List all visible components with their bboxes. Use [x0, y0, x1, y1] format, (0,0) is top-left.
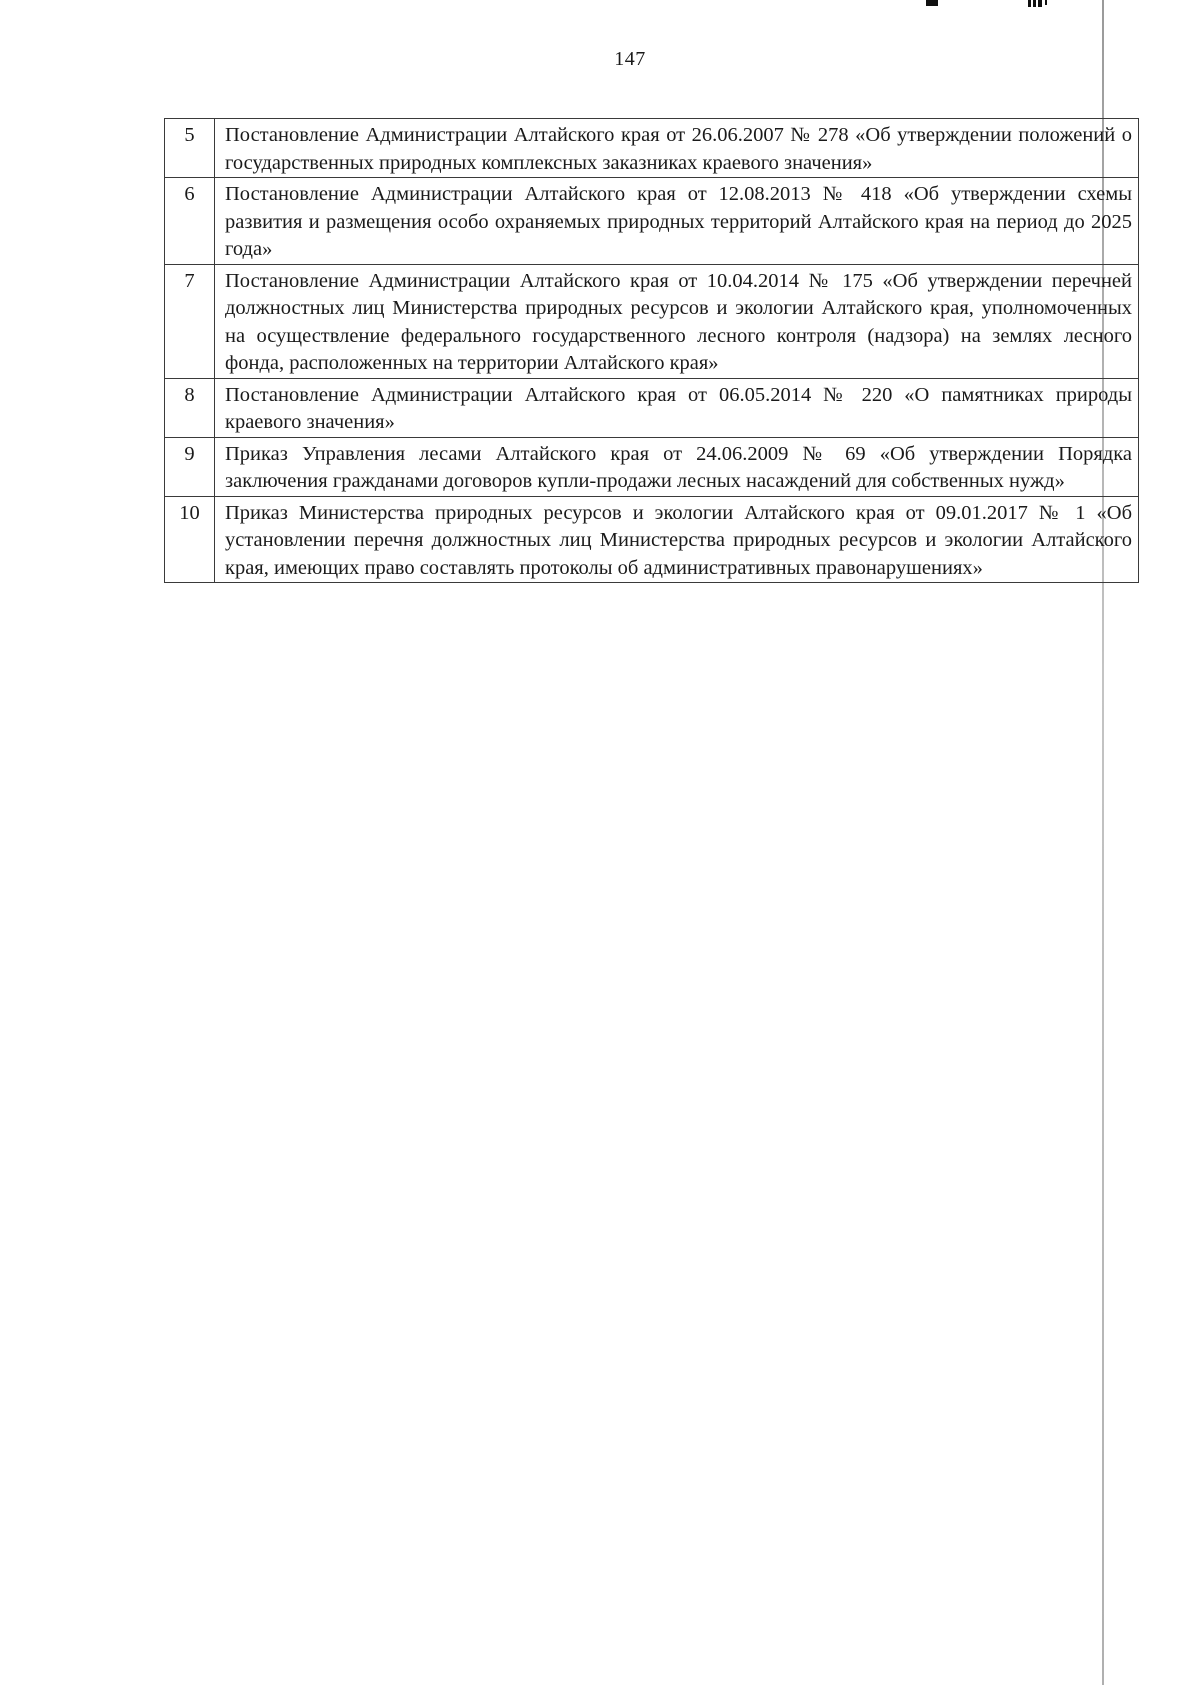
table-row [165, 378, 1139, 437]
row-number: 5 [165, 119, 215, 178]
table-row [165, 496, 1139, 583]
scan-artifact-mark [1033, 0, 1036, 7]
row-text: Постановление Администрации Алтайского края от 12.08.2013 № 418 «Об утверждении схемы развития и размещения особо охраняемых природных территорий Алтайского края на период до 2025 года» [215, 178, 1139, 265]
row-number: 9 [165, 437, 215, 496]
row-text: Постановление Администрации Алтайского края от 06.05.2014 № 220 «О памятниках природы краевого значения» [215, 378, 1139, 437]
table-row [165, 178, 1139, 265]
page-number: 147 [614, 48, 646, 70]
row-number: 8 [165, 378, 215, 437]
table-row [165, 119, 1139, 178]
scan-artifact-mark [1038, 0, 1042, 7]
scan-artifact-mark [1045, 0, 1047, 5]
row-text: Постановление Администрации Алтайского края от 26.06.2007 № 278 «Об утверждении положений о государственных природных комплексных заказниках краевого значения» [215, 119, 1139, 178]
document-table [164, 118, 1139, 583]
table-row [165, 437, 1139, 496]
row-text: Постановление Администрации Алтайского края от 10.04.2014 № 175 «Об утверждении перечней должностных лиц Министерства природных ресурсов и экологии Алтайского края, уполномоченных на осуществление федерального государственного лесного контроля (надзора) на землях лесного фонда, расположенных на территории Алтайского края» [215, 264, 1139, 378]
row-text: Приказ Управления лесами Алтайского края от 24.06.2009 № 69 «Об утверждении Порядка заключения гражданами договоров купли-продажи лесных насаждений для собственных нужд» [215, 437, 1139, 496]
row-number: 7 [165, 264, 215, 378]
scan-artifact-mark [926, 0, 938, 6]
scan-artifact-mark [1028, 0, 1031, 7]
row-number: 6 [165, 178, 215, 265]
row-number: 10 [165, 496, 215, 583]
table-row [165, 264, 1139, 378]
row-text: Приказ Министерства природных ресурсов и экологии Алтайского края от 09.01.2017 № 1 «Об установлении перечня должностных лиц Министерства природных ресурсов и экологии Алтайского края, имеющих право составлять протоколы об административных правонарушениях» [215, 496, 1139, 583]
